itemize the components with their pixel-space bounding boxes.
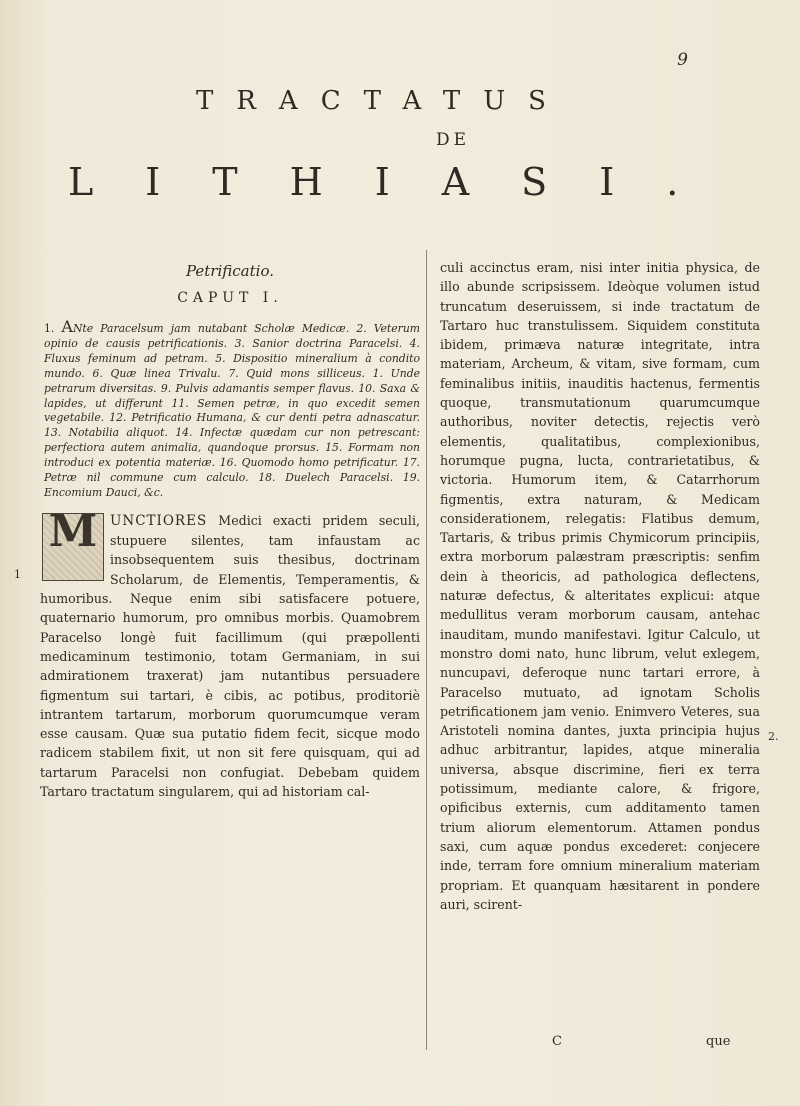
chapter-summary	[40, 317, 421, 501]
right-column: culi accinctus eram, nisi inter initia physica, de illo abunde scripsissem. Ideòque volumen istud truncatum deseruissem, si inde tractatum de Tartaro huc transtulissem. Siquidem constituta ibidem, primæva naturæ integritate, intra materiam, Archeum, & vitam, sive formam, cum feminalibus initiis, inauditis hactenus, fermentis quoque, transmutationum quarumcumque authoribus, noviter detectis, rejectis verò elementis, qualitatibus, complexionibus, horumque pugna, lucta, contrarietatibus, & victoria. Humorum item, & Catarrhorum figmentis, extra naturam, & Medicam considerationem, relegatis: Flatibus demum, Tartaris, & tribus primis Chymicorum principiis, extra morborum palæstram præscriptis: senfim dein à theoricis, ad pathologica deflectens, naturæ defectus, & alteritates explicui: atque medullitus veram morborum causam, antehac inauditam, mundo manifestavi. Igitur Calculo, ut monstro domi nato, hunc librum, velut exlegem, nuncupavi, deferoque nunc tartari errore, à Paracelso mutuato, ad ignotam Scholis petrificationem jam venio. Enimvero Veteres, sua Aristoteli nomina dantes, juxta principia hujus adhuc arbitrantur, lapides, atque mineralia universa, absque discrimine, fieri ex terra potissimum, mediante calore, & frigore, opificibus externis, cum additamento tamen trium aliorum elementorum. Attamen pondus saxi, cum aquæ pondus excederet: conjecere inde, terram fore omnium mineralium materiam propriam. Et quanquam hæsitarent in pondere auri, scirent-	[440, 260, 760, 912]
marginal-number-right: 2.	[768, 730, 779, 743]
marginal-number-left: 1	[14, 568, 21, 581]
column-divider	[426, 250, 427, 1050]
catchword: que	[706, 1034, 731, 1049]
chapter-heading: CAPUT I.	[177, 290, 283, 306]
summary-initial: A	[61, 317, 73, 336]
page-number: 9	[677, 50, 688, 70]
left-body-text: Medici exacti pridem seculi, stupuere silentes, tam infaustam ac insobsequentem suis thesibus, doctrinam Scholarum, de Elementis, Temperamentis, & humoribus. Neque enim sibi satisfacere potuere, quaternario humorum, pro omnibus morbis. Quamobrem Paracelso longè fuit facillimum (qui præpollenti medicaminum testimonio, totam Germaniam, in sui admirationem traxerat) jam nutantibus persuadere figmentum sui tartari, è cibis, ac potibus, proditoriè intrantem tartarum, morborum quorumcumque veram esse causam. Quæ sua putatio fidem fecit, sicque modo radicem stabilem fixit, ut non sit fere quisquam, qui ad tartarum Paracelsi non confugiat. Debebam quidem Tartaro tractatum singularem, qui ad historiam cal-	[40, 512, 420, 800]
initial-letter: M	[48, 505, 98, 557]
signature-mark: C	[552, 1034, 562, 1049]
chapter-title: Petrificatio.	[185, 262, 274, 280]
left-column	[40, 248, 420, 801]
first-word: UNCTIORES	[110, 512, 208, 529]
title-de: DE	[436, 130, 471, 150]
title-lithiasi: LITHIASI.	[68, 160, 731, 204]
decorated-initial	[42, 505, 104, 581]
marginal-number-1: 1.	[44, 322, 55, 335]
summary-text: Nte Paracelsum jam nutabant Scholæ Medicæ. 2. Veterum opinio de causis petrificationis. 3. Sanior doctrina Paracelsi. 4. Fluxus feminum ad petram. 5. Dispositio mineralium à condito mundo. 6. Quæ linea Trivalu. 7. Quid mons silliceus. 1. Unde petrarum diversitas. 9. Pulvis adamantis semper flavus. 10. Saxa & lapides, ut differunt 11. Semen petræ, in quo excedit semen vegetabile. 12. Petrificatio Humana, & cur denti petra adnascatur. 13. Notabilia aliquot. 14. Infectæ quædam cur non petrescant: perfectiora autem animalia, quandoque prorsus. 15. Formam non introduci ex potentia materiæ. 16. Quomodo homo petrificatur. 17. Petræ nil commune cum calculo. 18. Duelech Paracelsi. 19. Encomium Dauci, &c.	[44, 322, 421, 499]
opening-paragraph	[40, 505, 420, 801]
title-tractatus: TRACTATUS	[196, 86, 569, 116]
